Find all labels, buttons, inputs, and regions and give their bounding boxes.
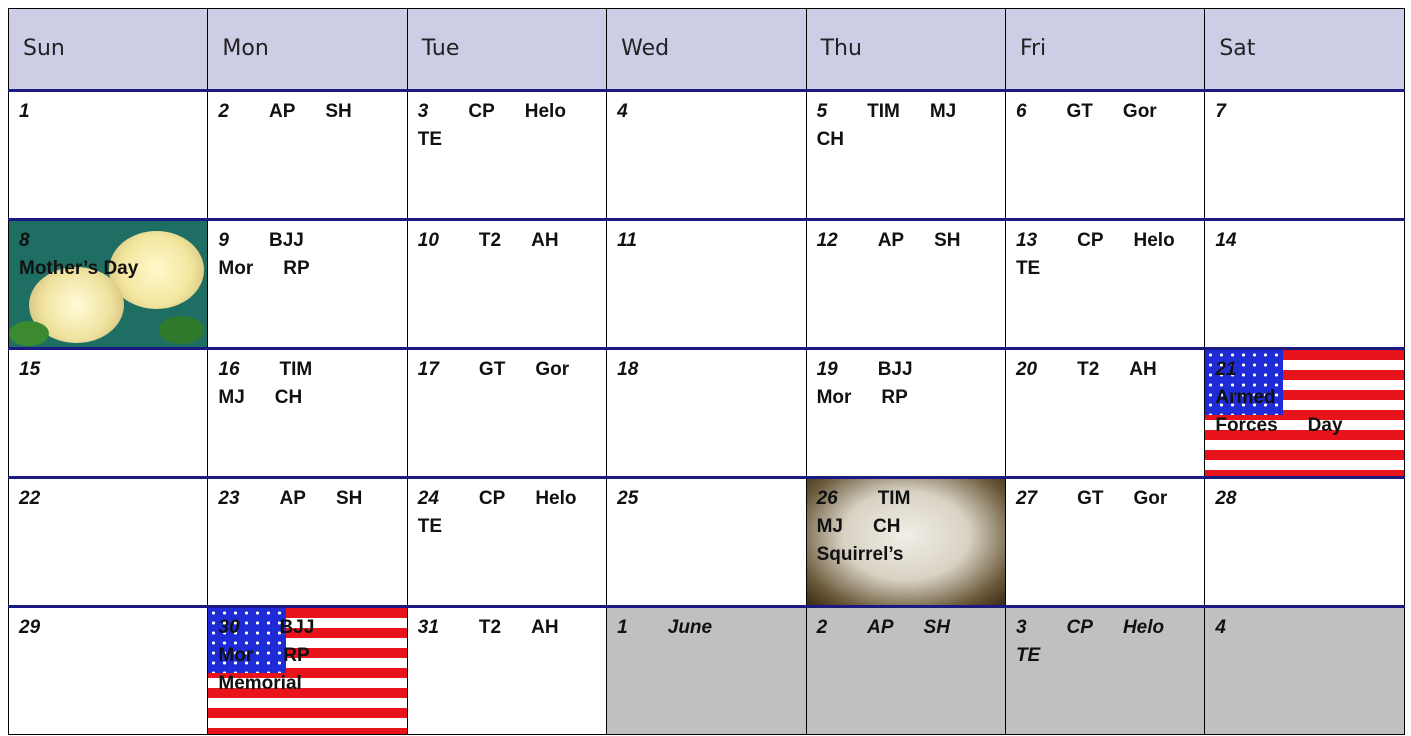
event-code: AP (279, 487, 306, 509)
week-row (9, 477, 1405, 606)
day-cell[interactable] (1005, 219, 1204, 348)
event-code: Day (1307, 414, 1343, 436)
day-number: 1 (19, 100, 30, 122)
day-cell[interactable] (1005, 90, 1204, 219)
day-line-2 (817, 126, 996, 154)
day-number: 25 (617, 487, 639, 509)
event-code: BJJ (279, 616, 315, 638)
weekday-label: Tue (421, 36, 460, 62)
day-number: 3 (417, 100, 429, 122)
day-number: 2 (816, 616, 828, 638)
day-number: 21 (1215, 358, 1237, 380)
day-content (807, 608, 1005, 642)
day-line-1 (617, 614, 796, 642)
day-line-1 (19, 98, 198, 126)
event-code: TIM (279, 358, 313, 380)
day-number: 18 (617, 358, 639, 380)
day-cell[interactable] (407, 606, 606, 734)
rose-leaf (159, 316, 204, 344)
day-content (1205, 350, 1403, 440)
day-line-3 (218, 670, 397, 698)
day-cell[interactable] (407, 90, 606, 219)
day-cell[interactable] (607, 348, 806, 477)
day-line-2 (418, 126, 597, 154)
event-code: Armed (1215, 386, 1276, 408)
day-content (1205, 92, 1403, 126)
day-line-1 (218, 614, 397, 642)
day-cell[interactable] (9, 219, 208, 348)
day-number: 17 (417, 358, 439, 380)
event-code: T2 (478, 616, 502, 638)
event-code: CP (1066, 616, 1093, 638)
day-content (408, 221, 606, 255)
day-number: 9 (218, 229, 229, 251)
day-line-1 (617, 227, 796, 255)
weekday-label: Mon (222, 36, 269, 62)
event-code: SH (335, 487, 363, 509)
weekday-label: Thu (820, 36, 862, 62)
event-code: June (667, 616, 713, 638)
event-code: GT (1077, 487, 1104, 509)
day-cell[interactable] (607, 606, 806, 734)
day-content (1205, 221, 1403, 255)
day-line-2 (418, 513, 597, 541)
day-cell[interactable] (1205, 348, 1404, 477)
day-content (208, 92, 406, 126)
day-cell[interactable] (806, 348, 1005, 477)
header-thu (806, 9, 1005, 91)
day-content (9, 221, 207, 283)
event-code: AH (1129, 358, 1157, 380)
event-code: Mor (218, 644, 254, 666)
header-fri (1005, 9, 1204, 91)
day-line-1 (1215, 356, 1394, 384)
day-cell[interactable] (208, 348, 407, 477)
day-content (408, 92, 606, 154)
day-line-1 (218, 98, 397, 126)
day-number: 1 (617, 616, 628, 638)
event-code: CH (816, 128, 845, 150)
day-line-1 (1016, 614, 1195, 642)
day-content (807, 479, 1005, 569)
day-line-1 (19, 227, 198, 255)
week-row (9, 348, 1405, 477)
event-code: SH (923, 616, 950, 638)
weekday-label: Wed (621, 36, 670, 62)
day-line-1 (817, 98, 996, 126)
day-number: 27 (1015, 487, 1038, 509)
event-code: Helo (524, 100, 566, 122)
event-code: Gor (535, 358, 570, 380)
day-cell[interactable] (1205, 90, 1404, 219)
day-content (607, 92, 805, 126)
day-line-1 (1016, 485, 1195, 513)
day-content (208, 479, 406, 513)
day-line-1 (418, 227, 597, 255)
day-number: 30 (218, 616, 240, 638)
day-number: 7 (1215, 100, 1226, 122)
event-code: CP (1077, 229, 1104, 251)
event-code: CP (468, 100, 495, 122)
day-line-3 (1215, 412, 1394, 440)
header-mon (208, 9, 407, 91)
event-code: AP (867, 616, 894, 638)
day-line-2 (218, 384, 397, 412)
day-line-1 (617, 98, 796, 126)
event-code: Gor (1133, 487, 1168, 509)
day-content (1006, 350, 1204, 384)
event-code: RP (283, 257, 310, 279)
day-content (1006, 92, 1204, 126)
day-cell[interactable] (407, 348, 606, 477)
day-cell[interactable] (1005, 477, 1204, 606)
day-cell[interactable] (1005, 348, 1204, 477)
day-line-1 (1215, 614, 1394, 642)
day-line-1 (617, 485, 796, 513)
day-cell[interactable] (9, 477, 208, 606)
event-code: Helo (1122, 616, 1165, 638)
day-number: 22 (19, 487, 41, 509)
day-number: 15 (19, 358, 41, 380)
event-code: Squirrel’s (816, 543, 904, 565)
day-content (408, 479, 606, 541)
event-code: Mother’s Day (19, 257, 139, 279)
day-cell[interactable] (9, 606, 208, 734)
weekday-label: Sat (1219, 36, 1256, 62)
event-code: CH (274, 386, 303, 408)
day-number: 14 (1215, 229, 1237, 251)
day-number: 20 (1015, 358, 1038, 380)
day-line-1 (418, 614, 597, 642)
day-cell[interactable] (407, 477, 606, 606)
event-code: TE (417, 515, 443, 537)
day-content (9, 608, 207, 642)
header-sun (9, 9, 208, 91)
day-line-3 (817, 541, 996, 569)
calendar (8, 8, 1404, 735)
day-number: 8 (19, 229, 30, 251)
day-content (607, 350, 805, 384)
event-code: AP (268, 100, 296, 122)
day-cell[interactable] (806, 477, 1005, 606)
day-line-2 (218, 642, 397, 670)
event-code: GT (1066, 100, 1093, 122)
day-content (607, 479, 805, 513)
event-code: T2 (478, 229, 502, 251)
day-cell[interactable] (806, 219, 1005, 348)
event-code: GT (478, 358, 506, 380)
header-sat (1205, 9, 1404, 91)
event-code: AH (531, 616, 559, 638)
day-number: 24 (417, 487, 439, 509)
event-code: MJ (218, 386, 245, 408)
event-code: Memorial (218, 672, 302, 694)
event-code: RP (881, 386, 908, 408)
day-number: 12 (816, 229, 838, 251)
day-cell[interactable] (9, 348, 208, 477)
day-line-2 (1215, 384, 1394, 412)
event-code: Gor (1122, 100, 1157, 122)
day-number: 28 (1215, 487, 1237, 509)
day-line-1 (418, 485, 597, 513)
event-code: BJJ (268, 229, 304, 251)
header-wed (607, 9, 806, 91)
day-content (9, 479, 207, 513)
day-number: 13 (1015, 229, 1038, 251)
rose-leaf (9, 321, 49, 346)
day-line-2 (19, 255, 198, 283)
event-code: CH (872, 515, 901, 537)
day-cell[interactable] (607, 219, 806, 348)
event-code: AP (877, 229, 905, 251)
header-tue (407, 9, 606, 91)
day-line-1 (817, 485, 996, 513)
day-content (807, 350, 1005, 412)
event-code: TE (1015, 644, 1041, 666)
week-row (9, 90, 1405, 219)
day-line-2 (1016, 642, 1195, 670)
day-number: 2 (218, 100, 229, 122)
day-content (1006, 608, 1204, 670)
day-cell[interactable] (208, 219, 407, 348)
day-content (1006, 221, 1204, 283)
event-code: BJJ (877, 358, 913, 380)
event-code: TE (417, 128, 443, 150)
day-cell[interactable] (607, 477, 806, 606)
day-content (807, 92, 1005, 154)
day-line-1 (1215, 227, 1394, 255)
day-number: 16 (218, 358, 240, 380)
day-cell[interactable] (9, 90, 208, 219)
event-code: SH (934, 229, 961, 251)
weekday-header-row (9, 9, 1405, 91)
event-code: AH (531, 229, 559, 251)
day-line-1 (817, 614, 996, 642)
event-code: MJ (816, 515, 843, 537)
calendar-grid (8, 8, 1405, 735)
day-content (807, 221, 1005, 255)
day-number: 11 (617, 229, 637, 251)
day-number: 5 (816, 100, 828, 122)
day-line-1 (817, 227, 996, 255)
day-line-1 (418, 356, 597, 384)
event-code: Mor (816, 386, 852, 408)
day-line-2 (218, 255, 397, 283)
day-content (607, 608, 805, 642)
day-line-1 (1016, 356, 1195, 384)
day-cell[interactable] (208, 606, 407, 734)
day-number: 29 (19, 616, 41, 638)
day-cell[interactable] (208, 90, 407, 219)
weekday-label: Sun (23, 36, 65, 62)
day-cell[interactable] (208, 477, 407, 606)
day-line-1 (1016, 227, 1195, 255)
day-number: 4 (1215, 616, 1226, 638)
day-line-2 (817, 384, 996, 412)
day-cell[interactable] (806, 90, 1005, 219)
day-content (9, 350, 207, 384)
day-content (1205, 608, 1403, 642)
day-content (1205, 479, 1403, 513)
day-content (408, 350, 606, 384)
event-code: MJ (929, 100, 957, 122)
event-code: SH (325, 100, 352, 122)
event-code: T2 (1077, 358, 1100, 380)
day-number: 26 (816, 487, 838, 509)
event-code: TIM (877, 487, 911, 509)
day-content (607, 221, 805, 255)
event-code: RP (283, 644, 310, 666)
weekday-label: Fri (1019, 36, 1047, 62)
event-code: Helo (535, 487, 577, 509)
day-cell[interactable] (1205, 219, 1404, 348)
day-cell[interactable] (407, 219, 606, 348)
day-number: 10 (417, 229, 439, 251)
event-code: TIM (867, 100, 900, 122)
day-line-1 (1215, 98, 1394, 126)
day-line-2 (817, 513, 996, 541)
event-code: TE (1015, 257, 1041, 279)
day-line-1 (617, 356, 796, 384)
day-line-1 (418, 98, 597, 126)
day-line-1 (218, 227, 397, 255)
day-content (208, 350, 406, 412)
week-row (9, 606, 1405, 734)
event-code: Mor (218, 257, 254, 279)
day-number: 31 (417, 616, 439, 638)
event-code: Helo (1133, 229, 1175, 251)
day-line-1 (19, 614, 198, 642)
day-content (408, 608, 606, 642)
day-line-1 (1016, 98, 1195, 126)
event-code: Forces (1215, 414, 1278, 436)
day-line-1 (19, 485, 198, 513)
day-cell[interactable] (1205, 606, 1404, 734)
day-cell[interactable] (1205, 477, 1404, 606)
day-line-1 (1215, 485, 1394, 513)
day-line-1 (218, 356, 397, 384)
day-line-1 (817, 356, 996, 384)
day-number: 4 (617, 100, 628, 122)
day-cell[interactable] (1005, 606, 1204, 734)
week-row (9, 219, 1405, 348)
event-code: CP (478, 487, 506, 509)
day-number: 6 (1015, 100, 1027, 122)
day-number: 3 (1015, 616, 1027, 638)
day-number: 23 (218, 487, 240, 509)
day-line-1 (19, 356, 198, 384)
day-content (9, 92, 207, 126)
day-content (208, 608, 406, 698)
day-content (208, 221, 406, 283)
day-line-2 (1016, 255, 1195, 283)
day-line-1 (218, 485, 397, 513)
day-number: 19 (816, 358, 838, 380)
day-content (1006, 479, 1204, 513)
day-cell[interactable] (806, 606, 1005, 734)
day-cell[interactable] (607, 90, 806, 219)
